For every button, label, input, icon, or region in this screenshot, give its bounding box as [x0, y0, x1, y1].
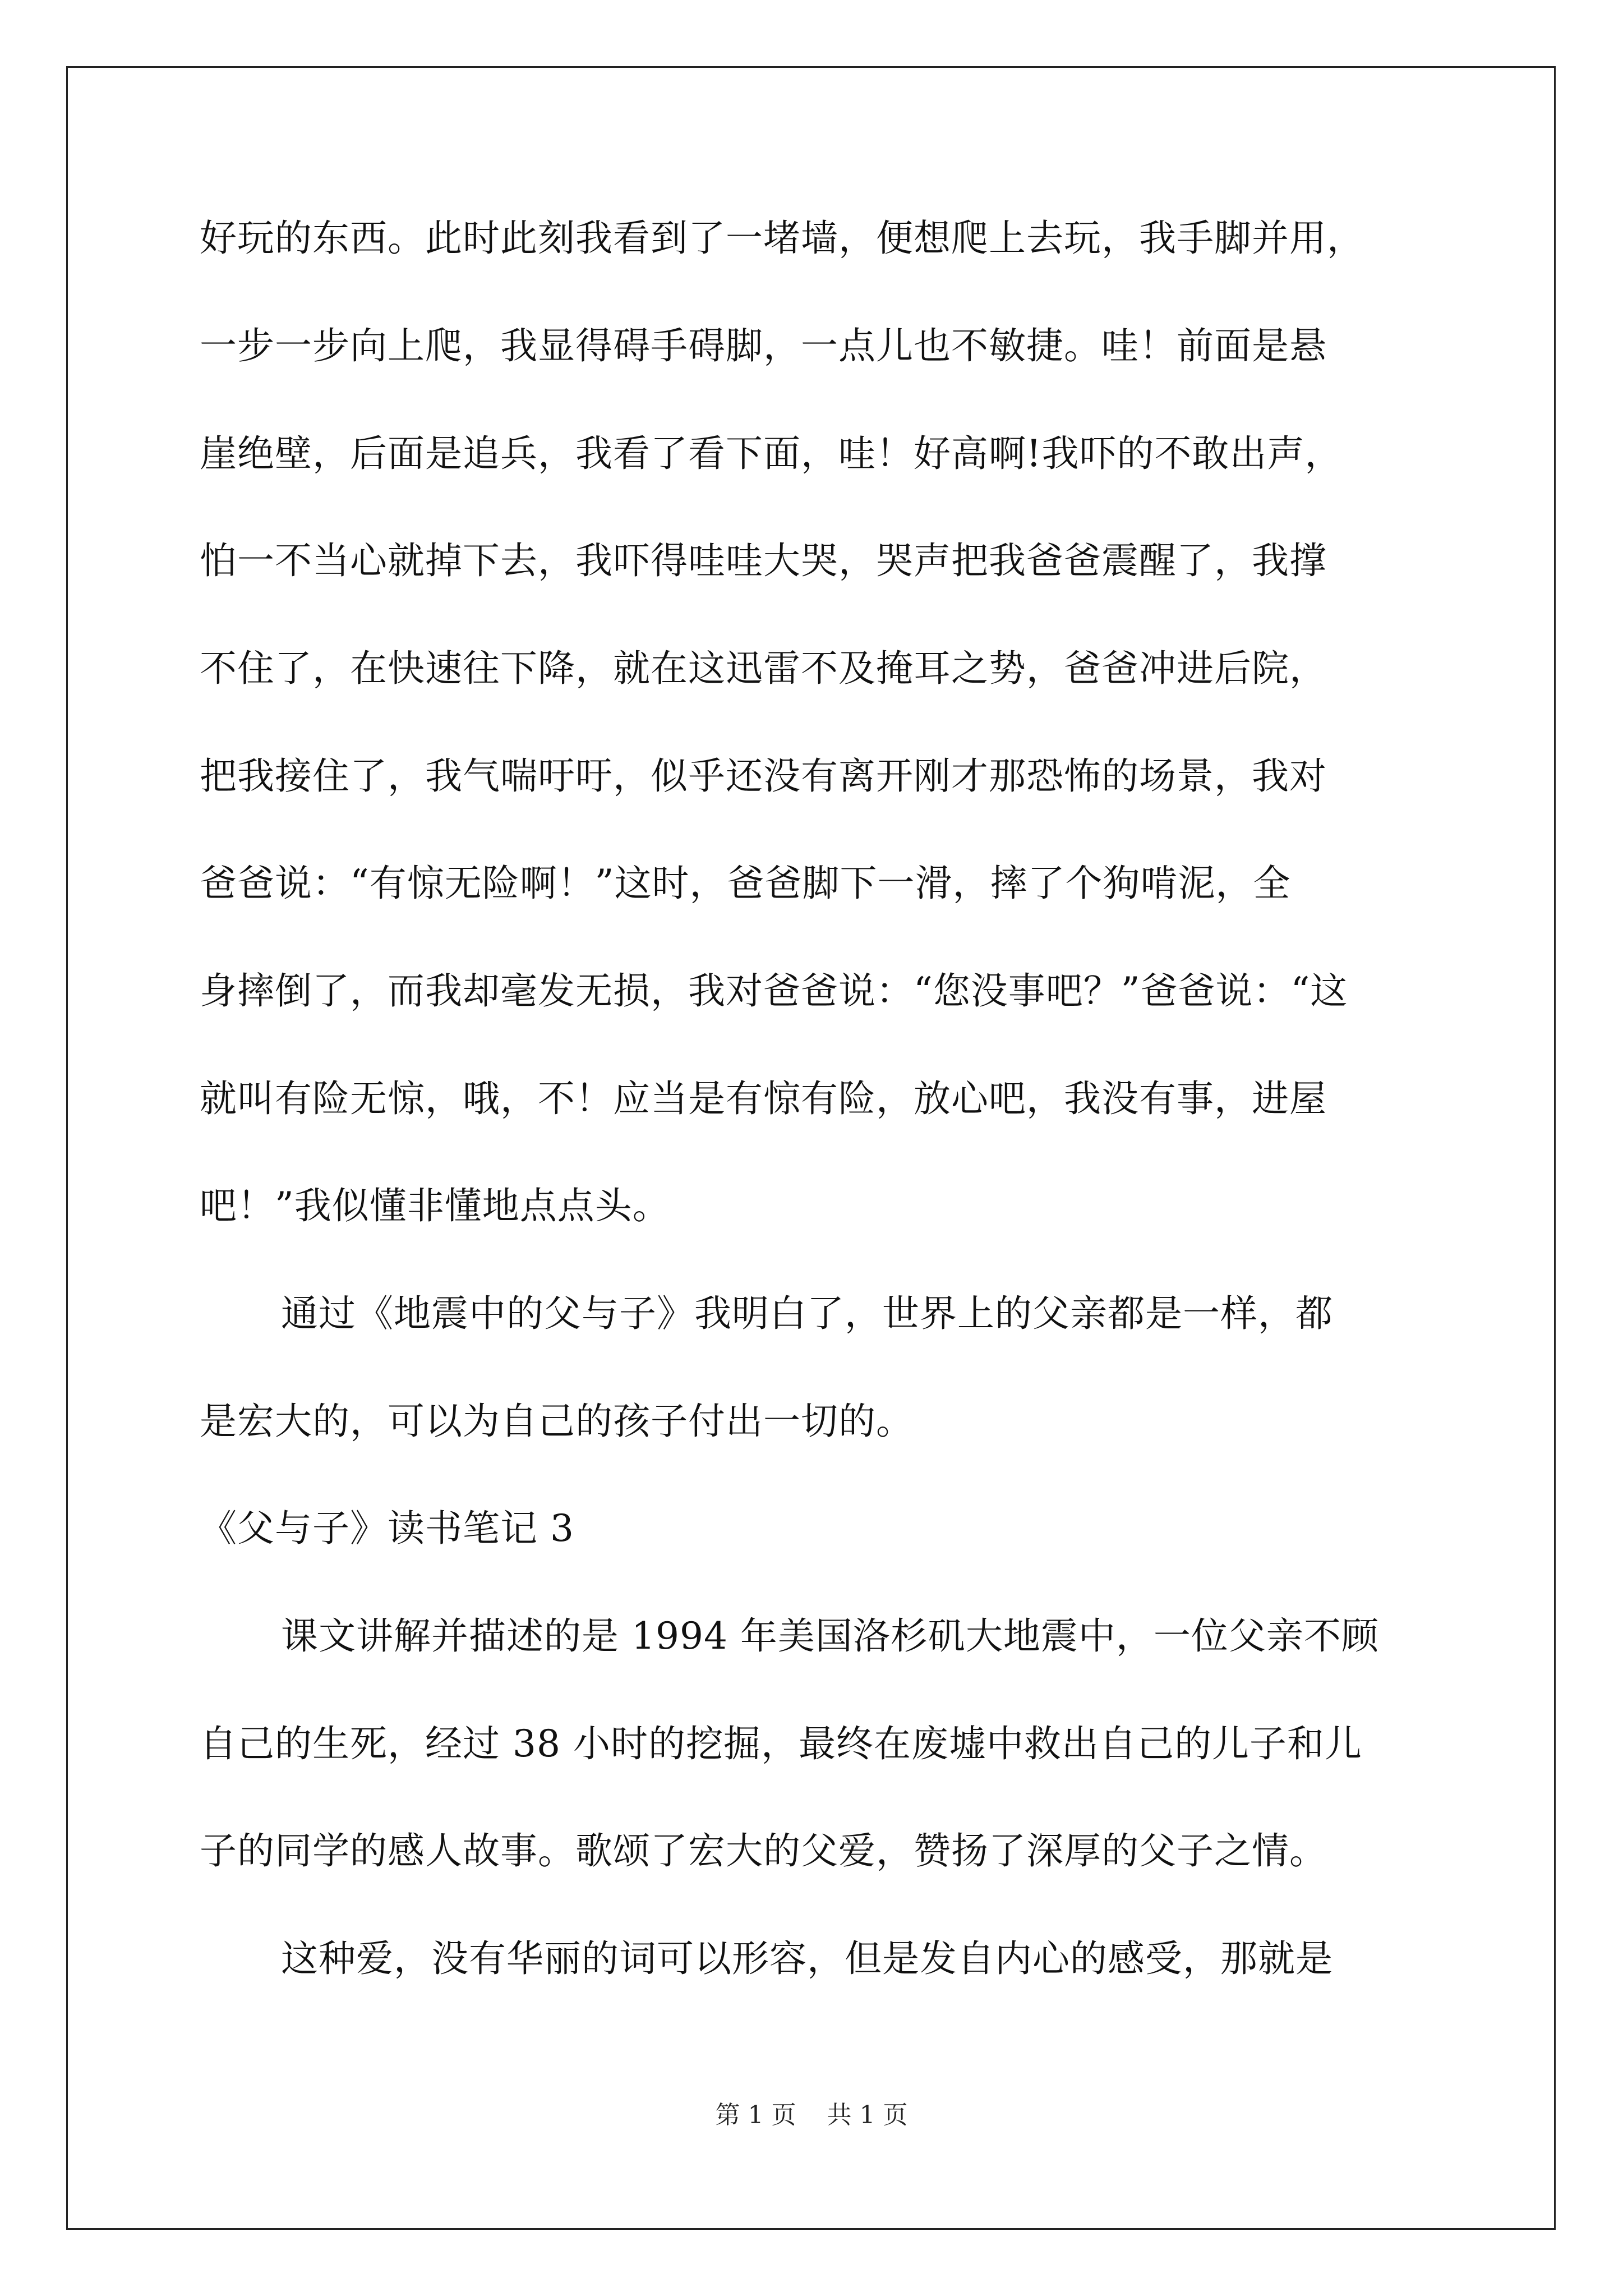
body-text-line: 怕一不当心就掉下去，我吓得哇哇大哭，哭声把我爸爸震醒了，我撑: [200, 539, 1327, 582]
body-text-line: 自己的生死，经过 38 小时的挖掘，最终在废墟中救出自己的儿子和儿: [200, 1722, 1362, 1765]
body-text-line: 吧！”我似懂非懂地点点头。: [200, 1184, 670, 1227]
paragraph-start-line: 课文讲解并描述的是 1994 年美国洛杉矶大地震中，一位父亲不顾: [281, 1614, 1379, 1658]
body-text-line: 一步一步向上爬，我显得碍手碍脚，一点儿也不敏捷。哇！前面是悬: [200, 324, 1327, 367]
page-number: 第 1 页: [715, 2101, 796, 2129]
page-border: [66, 66, 1556, 2230]
page-total: 共 1 页: [827, 2101, 908, 2129]
body-text-line: 子的同学的感人故事。歌颂了宏大的父爱，赞扬了深厚的父子之情。: [200, 1829, 1327, 1872]
paragraph-start-line: 这种爱，没有华丽的词可以形容，但是发自内心的感受，那就是: [281, 1937, 1333, 1980]
page-footer: [0, 2100, 1623, 2131]
body-text-line: 爸爸说：“有惊无险啊！”这时，爸爸脚下一滑，摔了个狗啃泥，全: [200, 862, 1291, 905]
body-text-line: 不住了，在快速往下降，就在这迅雷不及掩耳之势，爸爸冲进后院，: [200, 647, 1327, 690]
body-text-line: 好玩的东西。此时此刻我看到了一堵墙，便想爬上去玩，我手脚并用，: [200, 217, 1364, 260]
body-text-line: 是宏大的，可以为自己的孩子付出一切的。: [200, 1400, 914, 1443]
paragraph-start-line: 通过《地震中的父与子》我明白了，世界上的父亲都是一样，都: [281, 1292, 1333, 1335]
body-text-line: 就叫有险无惊，哦，不！应当是有惊有险，放心吧，我没有事，进屋: [200, 1077, 1327, 1120]
body-text-line: 把我接住了，我气喘吁吁，似乎还没有离开刚才那恐怖的场景，我对: [200, 754, 1327, 798]
body-text-line: 身摔倒了，而我却毫发无损，我对爸爸说：“您没事吧？”爸爸说：“这: [200, 969, 1348, 1013]
section-heading: 《父与子》读书笔记 3: [200, 1507, 574, 1550]
body-text-line: 崖绝壁，后面是追兵，我看了看下面，哇！好高啊!我吓的不敢出声，: [200, 432, 1343, 475]
